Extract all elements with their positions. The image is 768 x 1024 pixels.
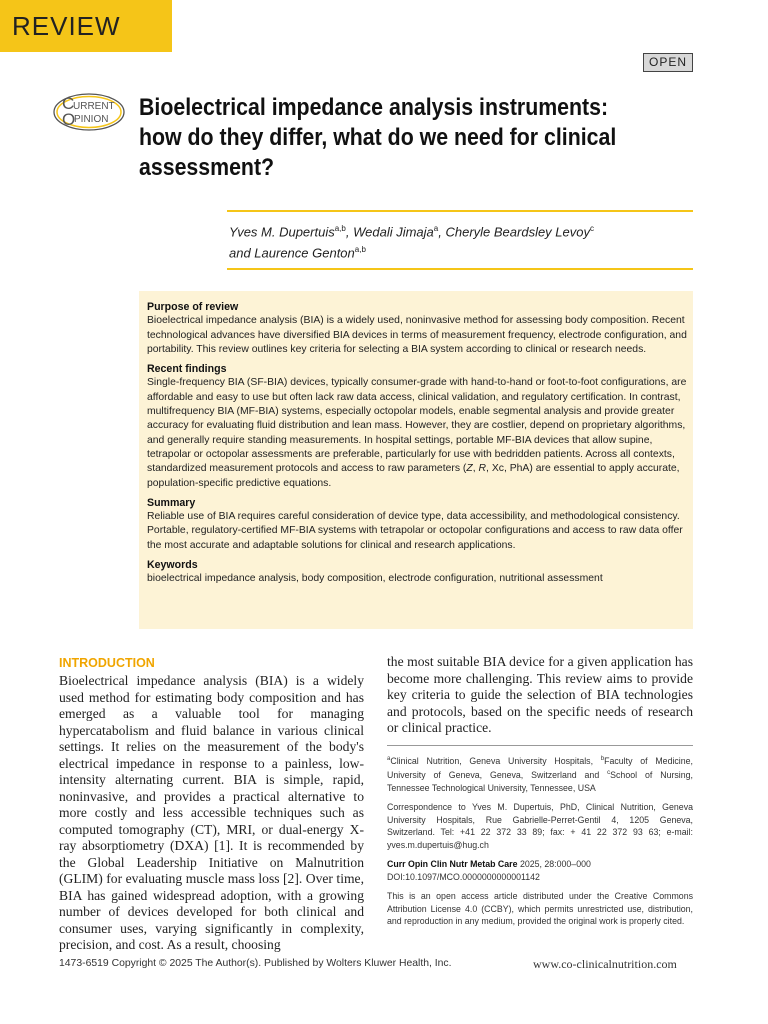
author-separator: , (438, 224, 446, 240)
section-label-tab (0, 0, 172, 52)
correspondence: Correspondence to Yves M. Dupertuis, PhD, Clinical Nutrition, Geneva University Hospitals, Rue Gabrielle-Perret-Gentil 4, 1205 Geneva, Switzerland. Tel: +41 22 372 33 89; fax: + 41 22 372 93 63; e-mail: yves.m.dupertuis@hug.ch (387, 802, 693, 850)
affiliation-list (387, 753, 693, 794)
author-name: Wedali Jimaja (353, 224, 434, 240)
open-access-badge: OPEN (643, 53, 693, 72)
findings-symbol-z: Z (466, 463, 473, 475)
findings-text-part2: , Xc, PhA) are essential to apply accurate, population-specific predictive equations. (147, 463, 680, 489)
logo-line1: URRENT (73, 101, 115, 112)
author-name: Cheryle Beardsley Levoy (445, 224, 590, 240)
findings-text (147, 376, 687, 490)
purpose-heading: Purpose of review (147, 301, 239, 313)
author-affiliation: c (590, 224, 594, 233)
current-opinion-logo (52, 92, 126, 132)
affiliations-block (387, 745, 693, 935)
keywords-heading: Keywords (147, 559, 198, 572)
summary-text: Reliable use of BIA requires careful consideration of device type, data accessibility, and methodological consistency. Portable, regulatory-certified MF-BIA systems with tetrapolar or octopolar configurations and access to raw data offer the most accurate and adaptable solutions for clinical and research applications. (147, 511, 683, 551)
journal-name: Curr Opin Clin Nutr Metab Care (387, 859, 518, 870)
findings-text-part1: Single-frequency BIA (SF-BIA) devices, typically consumer-grade with hand-to-hand or foot-to-foot configurations, are affordable and easy to use but often lack raw data access, clinical validation, and regulatory certification. In contrast, multifrequency BIA (MF-BIA) systems, especially octopolar models, enable segmental analysis and provide greater accuracy for evaluating fluid distribution and lean mass. However, they are costlier, depend on proprietary algorithms, and generally require standing measurements. In hospital settings, portable MF-BIA devices that allow supine, tetrapolar or octopolar assessments are preferable, particularly for use with bedridden patients. Across all contexts, standardized measurement protocols and access to raw parameters ( (147, 377, 687, 475)
findings-symbol-r: R (478, 463, 487, 475)
affiliation-c: School of Nursing, Tennessee Technological University, Tennessee, USA (387, 770, 693, 793)
journal-volume: 2025, 28:000–000 (517, 859, 591, 870)
affiliation-b: Faculty of Medicine, University of Geneva, Geneva, Switzerland and (387, 755, 693, 781)
introduction-text-left: Bioelectrical impedance analysis (BIA) is a widely used method for estimating body composition and has emerged as a valuable tool for managing hypercatabolism and fluid balance in various clinical settings. It relies on the measurement of the body's electrical impedance in response to a painless, low-intensity alternating current. BIA is simple, rapid, noninvasive, and provides a practical alternative to more costly and less accessible techniques such as computed tomography (CT), MRI, or dual-energy X-ray absorptiometry (DXA) [1]. It is recommended by the Global Leadership Initiative on Malnutrition (GLIM) for evaluating muscle mass loss [2]. Over time, BIA has gained widespread adoption, with a growing number of devices developed for both clinical and consumer uses, varying significantly in complexity, precision, and cost. As a result, choosing (59, 673, 364, 952)
findings-separator: , (472, 463, 479, 475)
title-divider-bottom (227, 268, 693, 270)
logo-letter-c: C (62, 94, 75, 113)
affiliation-marker: b (600, 756, 605, 762)
section-label: REVIEW (12, 11, 121, 41)
affiliation-a: Clinical Nutrition, Geneva University Hospitals, (390, 755, 601, 766)
author-name: Yves M. Dupertuis (229, 224, 335, 240)
license-text: This is an open access article distributed under the Creative Commons Attribution License 4.0 (CCBY), which permits unrestricted use, distribution, and reproduction in any medium, provided the original work is properly cited. (387, 891, 693, 927)
author-affiliation: a (433, 224, 439, 233)
current-opinion-logo-icon (52, 92, 126, 132)
footer-website-link[interactable]: www.co-clinicalnutrition.com (533, 957, 677, 971)
introduction-heading: INTRODUCTION (59, 656, 155, 670)
affiliation-marker: a (387, 756, 391, 762)
article-title: Bioelectrical impedance analysis instruments: how do they differ, what do we need for clinical assessment? (139, 94, 617, 181)
keywords-text: bioelectrical impedance analysis, body composition, electrode configuration, nutritional assessment (147, 573, 603, 585)
logo-line2: PINION (74, 114, 109, 125)
title-divider-top (227, 210, 693, 212)
author-affiliation: a,b (334, 224, 346, 233)
author-separator: , (345, 224, 354, 240)
journal-citation (387, 858, 693, 871)
author-affiliation: a,b (354, 245, 366, 255)
affiliation-marker: c (607, 770, 611, 777)
footer-copyright: 1473-6519 Copyright © 2025 The Author(s). Published by Wolters Kluwer Health, Inc. (59, 958, 452, 969)
purpose-text: Bioelectrical impedance analysis (BIA) is a widely used, noninvasive method for assessing body composition. Recent technological advances have diversified BIA devices in terms of measurement frequency, electrode configuration, and portability. This review outlines key criteria for selecting a BIA system according to clinical or research needs. (147, 315, 687, 355)
author-name: and Laurence Genton (229, 245, 355, 261)
summary-heading: Summary (147, 496, 196, 509)
author-list (229, 220, 699, 263)
doi: DOI:10.1097/MCO.0000000000001142 (387, 871, 540, 882)
abstract-box (139, 291, 693, 629)
introduction-text-right: the most suitable BIA device for a given application has become more challenging. This review aims to provide key criteria to guide the selection of BIA technologies and protocols, based on the specific needs of research or clinical practice. (387, 654, 693, 735)
findings-heading: Recent findings (147, 363, 227, 376)
logo-letter-o: O (62, 110, 76, 129)
